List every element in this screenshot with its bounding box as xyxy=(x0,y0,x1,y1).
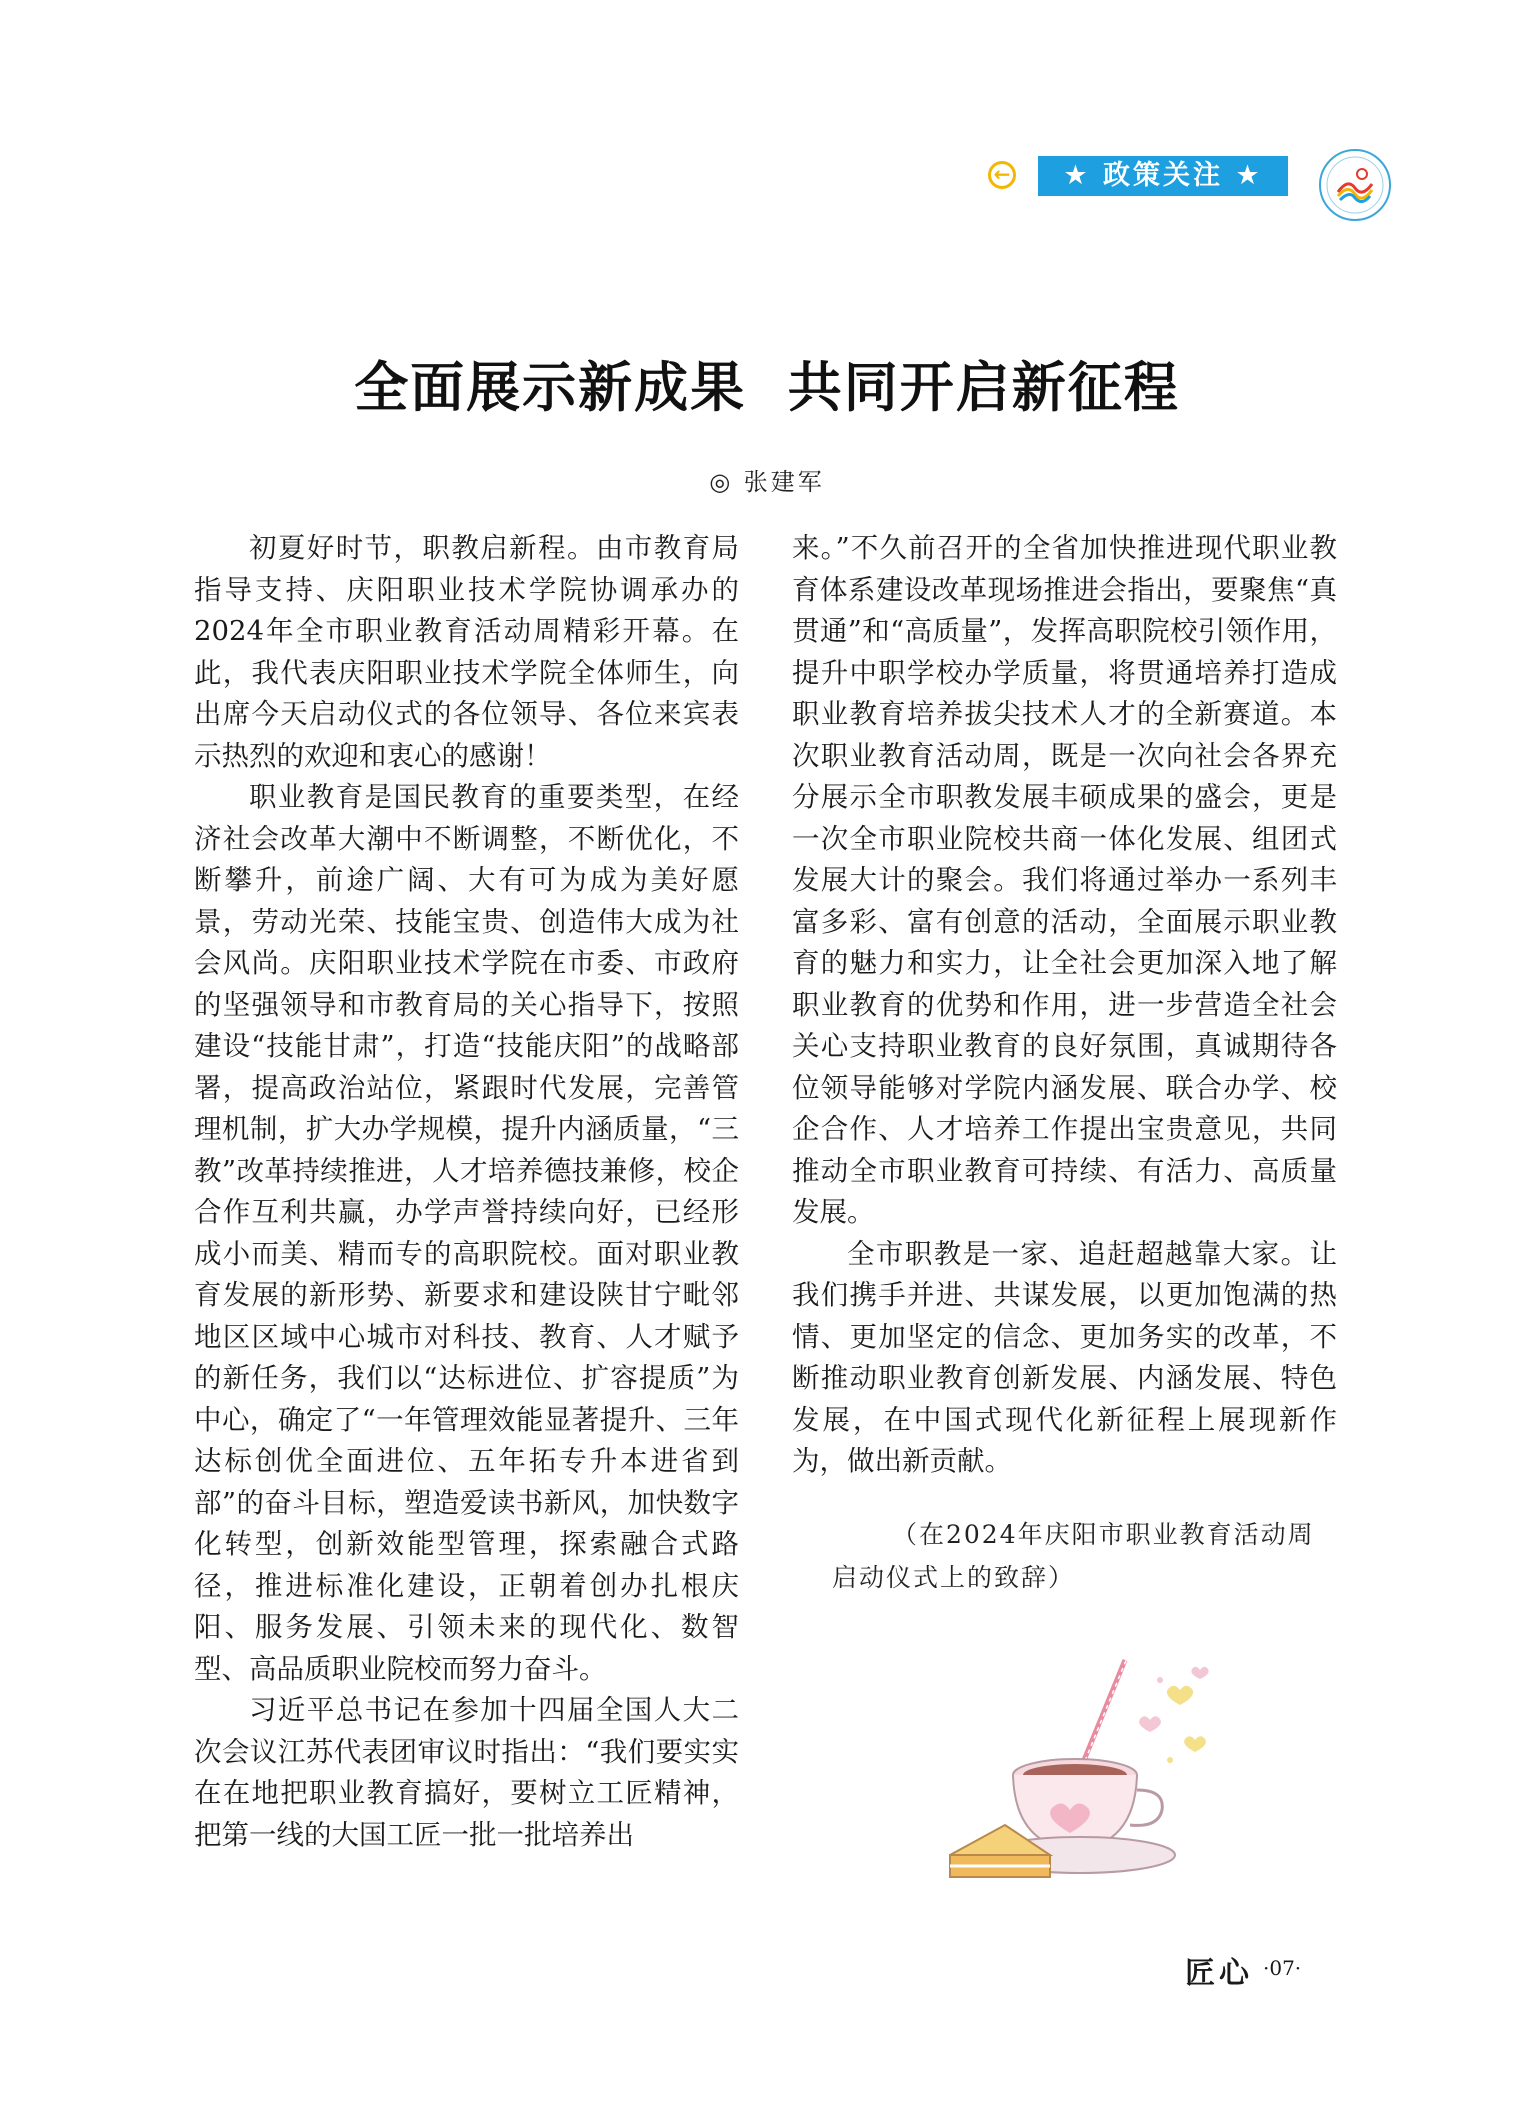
note-line: 启动仪式上的致辞） xyxy=(832,1562,1076,1592)
section-banner: ★ 政策关注 ★ xyxy=(1038,156,1288,196)
article-title: 全面展示新成果 共同开启新征程 xyxy=(354,356,1180,419)
page-footer xyxy=(1185,1948,1345,1991)
paragraph: 职业教育是国民教育的重要类型，在经济社会改革大潮中不断调整，不断优化，不断攀升，前途广阔、大有可为成为美好愿景，劳动光荣、技能宝贵、创造伟大成为社会风尚。庆阳职业技术学院在市委、市政府的坚强领导和市教育局的关心指导下，按照建设“技能甘肃”，打造“技能庆阳”的战略部署，提高政治站位，紧跟时代发展，完善管理机制，扩大办学规模，提升内涵质量，“三教”改革持续推进，人才培养德技兼修，校企合作互利共赢，办学声誉持续向好，已经形成小而美、精而专的高职院校。面对职业教育发展的新形势、新要求和建设陕甘宁毗邻地区区域中心城市对科技、教育、人才赋予的新任务，我们以“达标进位、扩容提质”为中心，确定了“一年管理效能显著提升、三年达标创优全面进位、五年拓专升本进省到部”的奋斗目标，塑造爱读书新风，加快数字化转型，创新效能型管理，探索融合式路径，推进标准化建设，正朝着创办扎根庆阳、服务发展、引领未来的现代化、数智型、高品质职业院校而努力奋斗。 xyxy=(194,781,739,1685)
article-author: ◎ 张建军 xyxy=(709,468,825,496)
left-column xyxy=(194,528,739,1856)
right-column xyxy=(792,528,1337,1599)
speech-note xyxy=(792,1513,1337,1599)
page-number: ·07· xyxy=(1263,1956,1302,1980)
section-header xyxy=(988,148,1398,208)
paragraph: 初夏好时节，职教启新程。由市教育局指导支持、庆阳职业技术学院协调承办的2024年全市职业教育活动周精彩开幕。在此，我代表庆阳职业技术学院全体师生，向出席今天启动仪式的各位领导、各位来宾表示热烈的欢迎和衷心的感谢！ xyxy=(194,532,739,772)
magazine-name: 匠心 xyxy=(1185,1956,1253,1991)
arrow-left-circle-icon[interactable]: ← xyxy=(988,161,1016,189)
school-emblem-icon xyxy=(1318,148,1392,222)
note-line: （在2024年庆阳市职业教育活动周 xyxy=(892,1519,1315,1549)
tea-cake-illustration xyxy=(930,1650,1230,1900)
paragraph: 全市职教是一家、追赶超越靠大家。让我们携手并进、共谋发展，以更加饱满的热情、更加坚定的信念、更加务实的改革，不断推动职业教育创新发展、内涵发展、特色发展，在中国式现代化新征程上展现新作为，做出新贡献。 xyxy=(792,1237,1337,1477)
paragraph: 来。”不久前召开的全省加快推进现代职业教育体系建设改革现场推进会指出，要聚焦“真贯通”和“高质量”，发挥高职院校引领作用，提升中职学校办学质量，将贯通培养打造成职业教育培养拔尖技术人才的全新赛道。本次职业教育活动周，既是一次向社会各界充分展示全市职教发展丰硕成果的盛会，更是一次全市职业院校共商一体化发展、组团式发展大计的聚会。我们将通过举办一系列丰富多彩、富有创意的活动，全面展示职业教育的魅力和实力，让全社会更加深入地了解职业教育的优势和作用，进一步营造全社会关心支持职业教育的良好氛围，真诚期待各位领导能够对学院内涵发展、联合办学、校企合作、人才培养工作提出宝贵意见，共同推动全市职业教育可持续、有活力、高质量发展。 xyxy=(792,532,1337,1228)
paragraph: 习近平总书记在参加十四届全国人大二次会议江苏代表团审议时指出：“我们要实实在在地把职业教育搞好，要树立工匠精神，把第一线的大国工匠一批一批培养出 xyxy=(194,1694,739,1851)
